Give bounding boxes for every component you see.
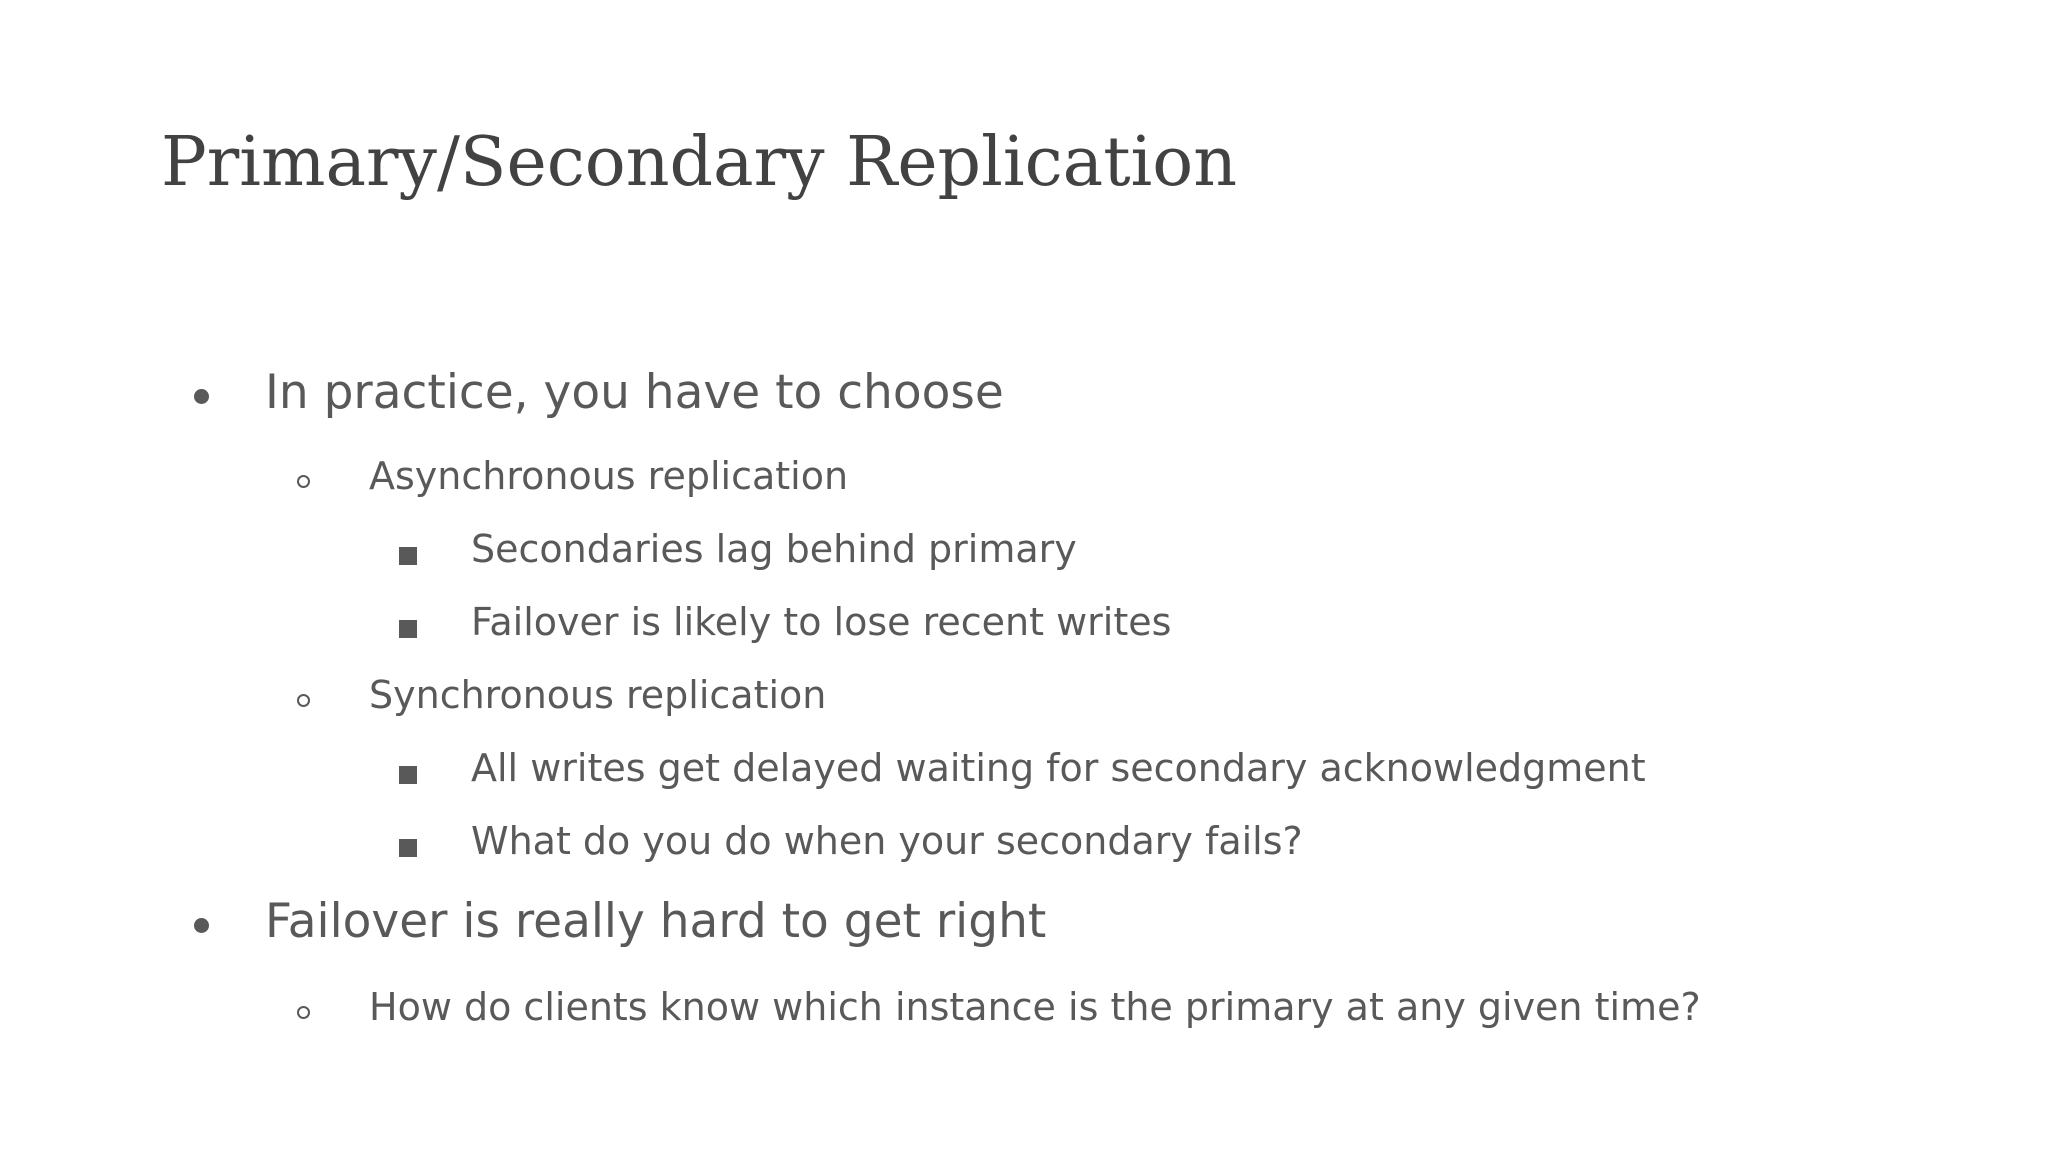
bullet-text: What do you do when your secondary fails?: [471, 819, 1303, 863]
square-bullet-icon: [399, 766, 417, 784]
hollow-circle-bullet-icon: [297, 475, 310, 488]
bullet-text: In practice, you have to choose: [265, 365, 1004, 420]
slide-title: Primary/Secondary Replication: [161, 123, 1238, 202]
hollow-circle-bullet-icon: [297, 1006, 310, 1019]
bullet-text: All writes get delayed waiting for secondary acknowledgment: [471, 746, 1646, 790]
filled-circle-bullet-icon: [194, 389, 209, 404]
bullet-text: Synchronous replication: [369, 673, 827, 717]
bullet-text: Secondaries lag behind primary: [471, 527, 1077, 571]
square-bullet-icon: [399, 620, 417, 638]
bullet-text: How do clients know which instance is the primary at any given time?: [369, 985, 1701, 1029]
bullet-text: Failover is really hard to get right: [265, 894, 1047, 949]
square-bullet-icon: [399, 547, 417, 565]
filled-circle-bullet-icon: [194, 918, 209, 933]
bullet-text: Failover is likely to lose recent writes: [471, 600, 1172, 644]
square-bullet-icon: [399, 839, 417, 857]
hollow-circle-bullet-icon: [297, 694, 310, 707]
bullet-text: Asynchronous replication: [369, 454, 849, 498]
